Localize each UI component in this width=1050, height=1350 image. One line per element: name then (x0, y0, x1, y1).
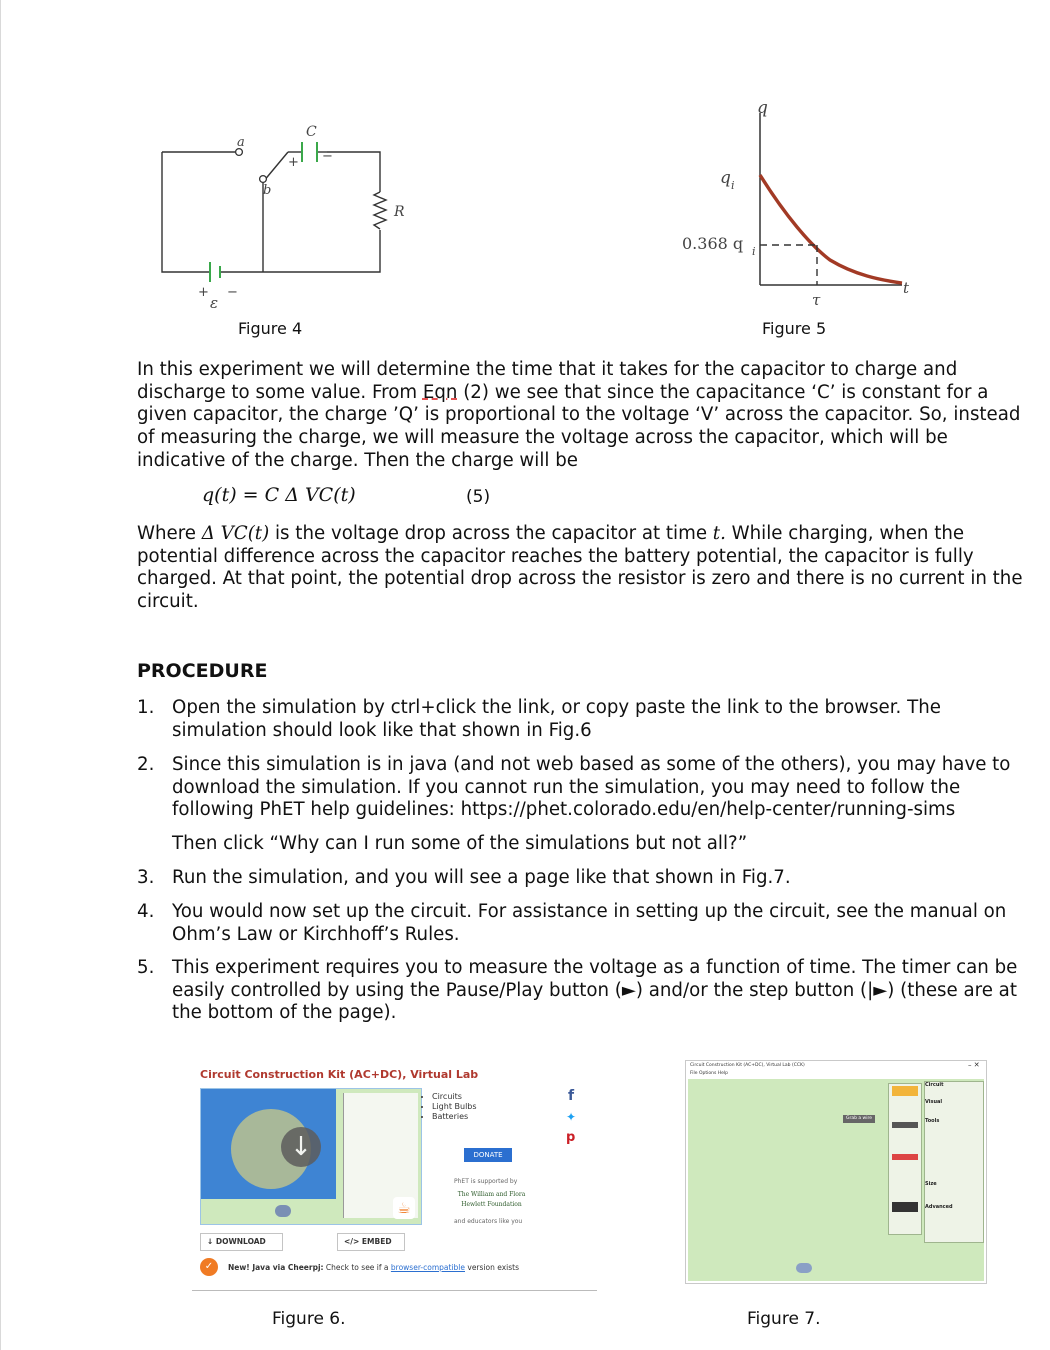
figure-7-screenshot (685, 1060, 987, 1284)
download-button[interactable] (200, 1233, 283, 1251)
sim-thumbnail[interactable] (200, 1088, 422, 1225)
circuit-section-label: Circuit (925, 1082, 944, 1088)
hewlett-logo (444, 1190, 539, 1212)
sim-window-title: Circuit Construction Kit (AC+DC), Virtual Lab (CCK) (690, 1063, 805, 1068)
foundation-line-2: Hewlett Foundation (461, 1201, 522, 1208)
notice-bold: New! Java via Cheerpj: (228, 1263, 324, 1272)
figure-7-caption: Figure 7. (747, 1309, 821, 1329)
label-tau: τ (812, 291, 821, 309)
control-panel[interactable] (924, 1081, 984, 1243)
delta-vc-symbol: Δ VC(t) (201, 523, 270, 544)
java-icon: ☕ (393, 1197, 415, 1219)
battery-plus: + (198, 285, 209, 300)
where-paragraph (137, 523, 1037, 614)
step-text: Run the simulation, and you will see a page like that shown in Fig.7. (172, 867, 791, 888)
step-number: 4. (137, 901, 155, 922)
procedure-heading: PROCEDURE (137, 660, 268, 682)
where-text-mid: is the voltage drop across the capacitor at time (269, 523, 713, 544)
label-0368: 0.368 q (682, 234, 744, 253)
step-text: This experiment requires you to measure the voltage as a function of time. The timer can be easily controlled by using the Pause/Play button (►) and/or the step button (|►) (these are at the bottom of the page). (172, 957, 1018, 1024)
download-label: DOWNLOAD (215, 1237, 266, 1246)
label-c: C (306, 124, 317, 140)
twitter-icon[interactable]: ✦ (566, 1110, 577, 1124)
palette-item[interactable] (892, 1086, 918, 1096)
switch-contact-b (260, 176, 267, 183)
label-a: a (237, 135, 245, 150)
where-text-rest: While charging, when the potential difference across the capacitor reaches the battery potential, the capacitor is fully charged. At that point, the potential drop across the resistor is zero and there is no current in the circuit. (137, 523, 1023, 613)
cap-minus: − (322, 149, 333, 164)
cap-plus: + (288, 155, 299, 170)
bottom-wire (220, 230, 380, 272)
intro-text-1: In this experiment we will determine the time that it takes for the capacitor to charge and discharge to some value. From (137, 359, 958, 403)
embed-label: EMBED (361, 1237, 392, 1246)
step-number: 2. (137, 754, 155, 775)
figure-6-caption: Figure 6. (272, 1309, 346, 1329)
resistor-zigzag (374, 192, 386, 229)
educators-text: and educators like you (454, 1218, 523, 1225)
figure-6-screenshot (192, 1060, 597, 1292)
step-number: 1. (137, 697, 155, 718)
label-t: t (903, 279, 910, 297)
code-icon: </> (344, 1237, 362, 1246)
figure-4-caption: Figure 4 (238, 319, 303, 338)
donate-button[interactable]: DONATE (464, 1148, 512, 1162)
tools-section-label: Tools (925, 1118, 940, 1124)
foundation-line-1: The William and Flora (457, 1191, 526, 1198)
figure-4-circuit (150, 110, 405, 320)
download-arrow-icon[interactable]: ↓ (281, 1127, 321, 1167)
sim-page-title: Circuit Construction Kit (AC+DC), Virtual Lab (200, 1068, 479, 1081)
step-text: You would now set up the circuit. For assistance in setting up the circuit, see the manual on Ohm’s Law or Kirchhoff’s Rules. (172, 901, 1007, 945)
notice-end: version exists (465, 1263, 519, 1272)
step-text: Then click “Why can I run some of the simulations but not all?” (172, 833, 748, 854)
intro-text-2: (2) we see that since the capacitance ‘C’ is constant for a given capacitor, the charge ’Q’ is proportional to the voltage ‘V’ across the capacitor. So, instead of measuring the charge, we will measure the voltage across the capacitor, which will be indicative of the charge. Then the charge will be (137, 381, 1021, 471)
left-wire (162, 152, 210, 272)
equation-5-number: (5) (466, 487, 491, 507)
facebook-icon[interactable]: f (568, 1088, 575, 1104)
page-edge-line (0, 0, 1, 1350)
topic-item: • Light Bulbs (432, 1102, 477, 1112)
size-section-label: Size (925, 1181, 937, 1187)
sim-topic-list (420, 1092, 477, 1122)
palette-item[interactable] (892, 1122, 918, 1128)
cheerpj-icon: ✓ (200, 1258, 218, 1276)
sim-workspace[interactable] (688, 1079, 984, 1281)
label-0368-sub: i (752, 245, 756, 258)
intro-paragraph (137, 359, 1037, 473)
sim-menu-bar: File Options Help (690, 1071, 729, 1076)
figure-6-divider (192, 1290, 597, 1291)
label-qi-sub: i (731, 179, 735, 192)
right-wire (327, 152, 380, 192)
equation-5: q(t) = C Δ VC(t) (202, 484, 356, 506)
step-number: 5. (137, 957, 155, 978)
where-word: Where (137, 523, 202, 544)
cheerpj-notice (228, 1263, 519, 1272)
step-text: Open the simulation by ctrl+click the link, or copy paste the link to the browser. The simulation should look like that shown in Fig.6 (172, 697, 941, 741)
notice-text: Check to see if a (323, 1263, 391, 1272)
embed-button[interactable] (337, 1233, 405, 1251)
topic-item: • Circuits (432, 1092, 477, 1102)
supported-text: PhET is supported by (454, 1178, 518, 1185)
pinterest-icon[interactable]: p (566, 1130, 576, 1145)
time-symbol: t. (712, 523, 726, 544)
play-control-icon (275, 1205, 291, 1217)
figure-5-graph (670, 95, 920, 310)
pause-play-button[interactable] (796, 1263, 812, 1273)
topic-item: • Batteries (432, 1112, 477, 1122)
decay-curve (760, 175, 902, 283)
palette-item[interactable] (892, 1154, 918, 1160)
browser-compatible-link[interactable]: browser-compatible (390, 1263, 465, 1272)
battery-minus: − (227, 285, 238, 300)
label-qi: q (720, 168, 731, 188)
label-emf: ε (210, 294, 219, 312)
grab-wire-tip: Grab a wire (843, 1115, 875, 1123)
label-b: b (263, 183, 272, 198)
label-r: R (394, 204, 405, 220)
label-q: q (757, 98, 768, 118)
download-icon: ↓ (207, 1237, 216, 1246)
eqn-word: Eqn (422, 381, 458, 403)
palette-item[interactable] (892, 1202, 918, 1212)
figure-5-caption: Figure 5 (762, 319, 827, 338)
advanced-section-label: Advanced (925, 1204, 953, 1210)
step-text: Since this simulation is in java (and not web based as some of the others), you may have to download the simulation. If you cannot run the simulation, you may need to follow the following PhET help guidelines: https://phet.colorado.edu/en/help-center/running-sims (172, 754, 1011, 821)
component-palette[interactable] (888, 1083, 922, 1235)
visual-section-label: Visual (925, 1099, 943, 1105)
step-number: 3. (137, 867, 155, 888)
window-controls-icon[interactable]: – ✕ (968, 1061, 980, 1069)
